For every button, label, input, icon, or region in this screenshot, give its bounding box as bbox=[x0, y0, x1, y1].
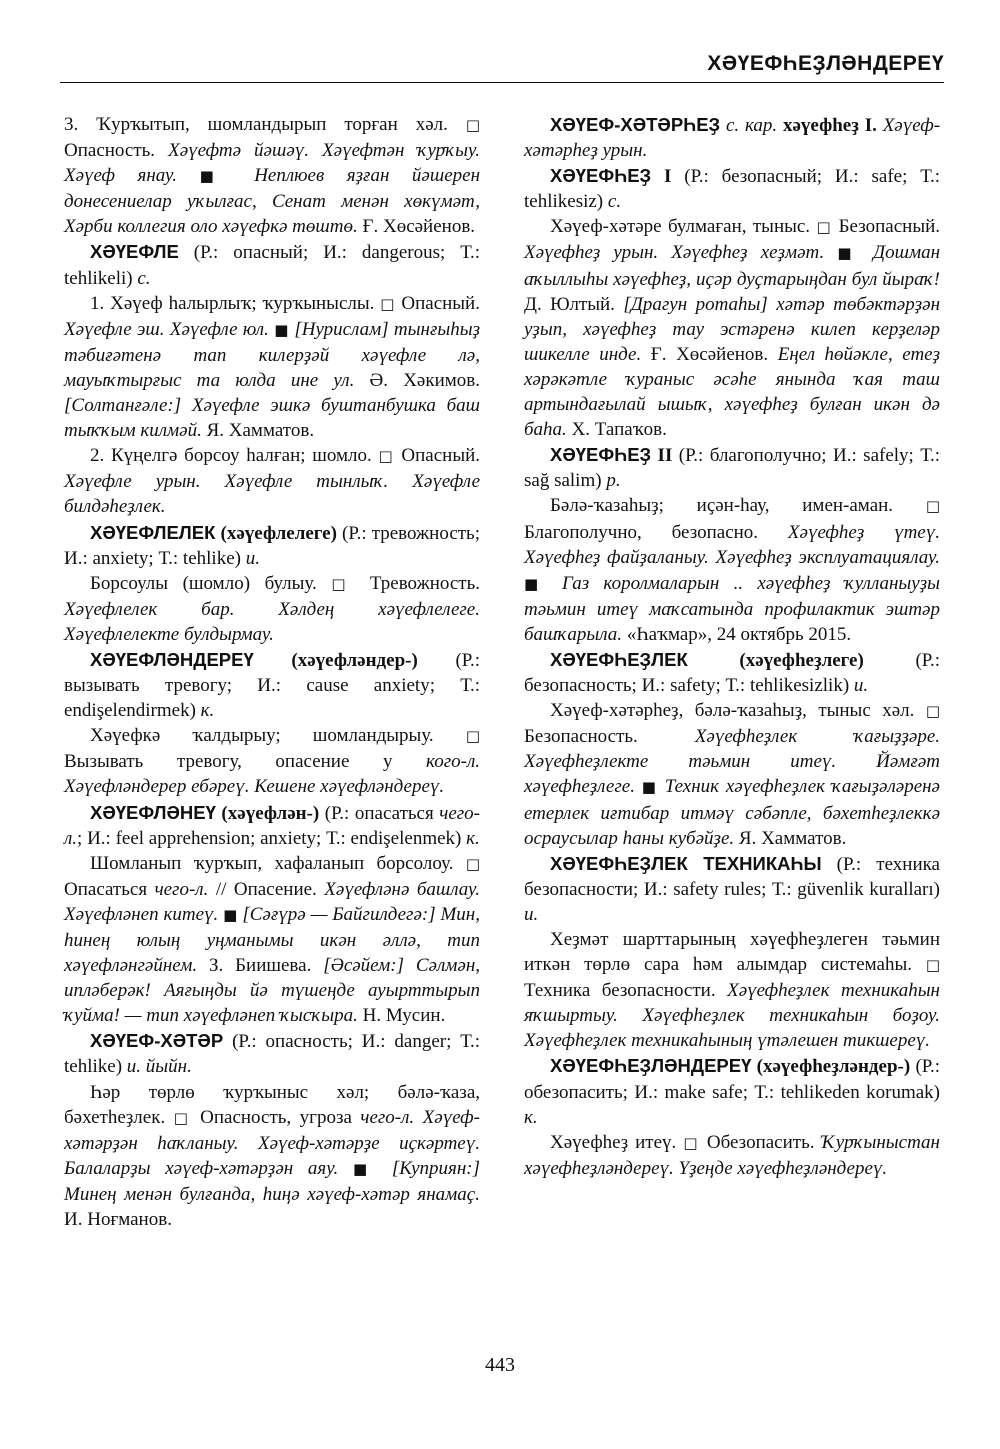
headword: ХӘҮЕФЛӘНДЕРЕҮ bbox=[90, 648, 254, 670]
text-run: Д. Юлтый. bbox=[524, 293, 624, 315]
text-run: 2. Күңелгә борсоу һалған; шомло. bbox=[90, 445, 379, 467]
italic-text: кого-л. bbox=[426, 751, 480, 773]
entry-paragraph bbox=[64, 851, 480, 1029]
example-marker-icon: ■ bbox=[634, 778, 665, 797]
text-run: Опасный. bbox=[394, 445, 481, 467]
text-run: Безопасный. bbox=[832, 216, 940, 238]
text-run: (Р.: тревожность; И.: anxiety; Т.: tehlike) bbox=[64, 522, 480, 569]
text-run: Хеҙмәт шарттарының хәүефһеҙлеген тәьмин иткән төрлө сара һәм алымдар системаһы. bbox=[524, 929, 940, 976]
headword: ХӘҮЕФҺЕҘЛӘНДЕРЕҮ bbox=[550, 1055, 752, 1077]
italic-text: Хәүефле эш. Хәүефле юл. bbox=[64, 318, 269, 340]
italic-text: к. bbox=[466, 827, 480, 849]
entry-paragraph bbox=[64, 800, 480, 851]
text-run: Опасный. bbox=[395, 292, 480, 314]
italic-text: Хәүефләндерер ебәреү. Кешене хәүефләндереү. bbox=[64, 776, 445, 798]
italic-text: и. йыйн. bbox=[126, 1056, 192, 1078]
text-run: (Р.: обезопасить; И.: make safe; Т.: tehlikeden korumak) bbox=[524, 1056, 940, 1103]
entry-paragraph bbox=[64, 239, 480, 290]
italic-text: Хәүефһеҙ урын. Хәүефһеҙ хеҙмәт. bbox=[524, 242, 825, 264]
translation-marker-icon: □ bbox=[465, 116, 480, 134]
italic-text: Хәүефләнә башлау. Хәүефләнеп китеү. bbox=[64, 878, 481, 925]
headword: ХӘҮЕФ-ХӘТӘР bbox=[90, 1030, 224, 1052]
text-run: (Р.: опасность; И.: danger; Т.: tehlike) bbox=[64, 1031, 480, 1078]
text-run: Хәүефһеҙ итеү. bbox=[550, 1131, 684, 1153]
entry-paragraph bbox=[524, 112, 940, 163]
page-number: 443 bbox=[485, 1354, 515, 1376]
entry-paragraph bbox=[524, 214, 940, 442]
example-marker-icon: ■ bbox=[824, 244, 874, 263]
italic-text: Ҡурҡыныстан хәүефһеҙләндереү. Үҙеңде хәүефһеҙләндереү. bbox=[524, 1131, 940, 1179]
running-title: ХӘҮЕФҺЕҘЛӘНДЕРЕҮ bbox=[707, 52, 944, 75]
translation-marker-icon: □ bbox=[378, 447, 395, 466]
bold-text: I bbox=[651, 166, 672, 188]
entry-paragraph bbox=[64, 112, 480, 239]
italic-text: [Драгун ротаһы] хәтәр төбәктәрҙән уҙып, хәүефһеҙ тау эстәренә килеп керҙеләр шикелле инде. bbox=[524, 293, 940, 365]
translation-marker-icon: □ bbox=[816, 218, 833, 237]
italic-text: Хәүефһеҙлек техникаһын яҡшыртыу. Хәүефһеҙлек техникаһын боҙоу. Хәүефһеҙлек техникаһының үтәлешен тикшереү. bbox=[524, 980, 940, 1052]
entry-paragraph bbox=[64, 1028, 480, 1079]
text-run: Хәүеф-хәтәрһеҙ, бәлә-ҡазаһыҙ, тыныс хәл. bbox=[550, 700, 926, 722]
text-run: (Р.: опасаться bbox=[319, 802, 440, 824]
entry-paragraph bbox=[64, 1080, 480, 1233]
text-run: Хәүеф-хәтәре булмаған, тыныс. bbox=[550, 216, 817, 238]
bold-text: (хәүефһеҙләндер-) bbox=[751, 1056, 911, 1078]
headword: ХӘҮЕФ-ХӘТӘРҺЕҘ bbox=[550, 114, 721, 135]
italic-text: Хәүефһеҙ үтеү. Хәүефһеҙ файҙаланыу. Хәүефһеҙ эксплуатациялау. bbox=[524, 521, 940, 568]
text-run: Безопасность. bbox=[524, 726, 695, 748]
italic-text: [Куприян:] Минең менән булғанда, һиңә хәүеф-хәтәр янамаҫ. bbox=[64, 1157, 480, 1205]
entry-paragraph bbox=[524, 927, 940, 1053]
text-run bbox=[414, 1107, 423, 1128]
text-run: Ғ. Хөсәйенов. bbox=[357, 216, 476, 238]
translation-marker-icon: □ bbox=[925, 702, 940, 721]
text-run: Обезопасить. bbox=[699, 1131, 822, 1153]
text-run: И. Ноғманов. bbox=[64, 1209, 172, 1231]
left-column bbox=[64, 112, 480, 1232]
headword: ХӘҮЕФЛЕ bbox=[90, 241, 179, 263]
translation-marker-icon: □ bbox=[465, 727, 480, 746]
entry-paragraph bbox=[64, 520, 480, 571]
bold-text: (хәүефһеҙлеге) bbox=[687, 649, 864, 671]
entry-paragraph bbox=[524, 163, 940, 214]
entry-paragraph bbox=[524, 493, 940, 647]
text-run: ; И.: feel apprehension; anxiety; Т.: endişelenmek) bbox=[77, 827, 467, 849]
entry-paragraph bbox=[524, 442, 940, 493]
entry-paragraph bbox=[64, 647, 480, 723]
italic-text: чего-л. bbox=[360, 1106, 415, 1128]
italic-text: Хәүефтә йәшәү. Хәүефтән ҡурҡыу. Хәүеф янау. bbox=[64, 140, 480, 187]
text-run: З. Биишева. bbox=[197, 955, 324, 977]
text-run: Тревожность. bbox=[355, 572, 480, 594]
italic-text: Еңел һөйәкле, етеҙ хәрәкәтле ҡураныс әсәһе янында ҡая таш артындағылай ышыҡ, хәүефһеҙ булған икән дә баһа. bbox=[524, 343, 941, 441]
bold-text: (хәүефлән-) bbox=[215, 802, 320, 824]
italic-text: Дошман аҡыллыһы хәүефһеҙ, иҫәр дуҫтарыңдан бул йыраҡ! bbox=[524, 242, 940, 290]
text-run: Шомланып ҡурҡып, хафаланып борсолоу. bbox=[90, 852, 466, 874]
italic-text: Хәүеф-хәтәрҙән һаҡланыу. Хәүеф-хәтәрҙе иҫкәртеү. Балаларҙы хәүеф-хәтәрҙән аяу. bbox=[64, 1106, 480, 1179]
text-run: (Р.: безопасный; И.: safe; Т.: tehlikesiz) bbox=[524, 166, 940, 213]
italic-text: [Әсәйем:] Сәлмән, ипләберәк! Аяғыңды йә түшеңде ауырттырып ҡуйма! — тип хәүефләнеп ҡысҡыра. bbox=[64, 955, 480, 1027]
running-header bbox=[60, 52, 944, 83]
italic-text: Хәүеф-хәтәрһеҙ урын. bbox=[524, 115, 941, 162]
translation-marker-icon: □ bbox=[173, 1108, 192, 1127]
text-run: Бәлә-ҡазаһыҙ; иҫән-һау, имен-аман. bbox=[550, 495, 926, 517]
italic-text: к. bbox=[200, 700, 215, 722]
headword: ХӘҮЕФЛЕЛЕК bbox=[90, 521, 216, 543]
example-marker-icon: ■ bbox=[338, 1159, 392, 1178]
italic-text: [Солтанғәле:] Хәүефле эшкә буштанбушка баш тыҡҡым килмәй. bbox=[64, 395, 480, 442]
text-run: Һәр төрлө ҡурҡыныс хәл; бәлә-ҡаза, бәхетһеҙлек. bbox=[64, 1081, 480, 1128]
entry-paragraph bbox=[64, 291, 480, 444]
italic-text: чего-л. bbox=[154, 878, 209, 900]
example-marker-icon: ■ bbox=[524, 574, 562, 593]
text-run: Ә. Хәкимов. bbox=[354, 369, 480, 391]
text-run: 3. Ҡурҡытып, шомландырып торған хәл. bbox=[64, 114, 466, 135]
italic-text: и. bbox=[853, 675, 869, 697]
text-run: (Р.: опасный; И.: dangerous; Т.: tehlikeli) bbox=[64, 242, 480, 289]
entry-paragraph bbox=[524, 1130, 940, 1181]
text-run: (Р.: безопасность; И.: safety; Т.: tehlikesizlik) bbox=[524, 649, 940, 697]
bold-text: хәүефһеҙ I. bbox=[783, 115, 877, 136]
headword: ХӘҮЕФҺЕҘ bbox=[550, 444, 652, 466]
bold-text: (хәүефлелеге) bbox=[215, 522, 337, 544]
text-run: Вызывать тревогу, опасение у bbox=[64, 751, 427, 773]
example-marker-icon: ■ bbox=[218, 905, 243, 924]
italic-text: с. кар. bbox=[725, 115, 778, 136]
italic-text: Неплюев яҙған йәшерен донесениелар уҡылғас, Сенат менән хөкүмәт, Хәрби коллегия оло хәүефкә төштө. bbox=[64, 165, 480, 238]
headword: ХӘҮЕФҺЕҘ bbox=[550, 165, 652, 187]
text-run: Я. Хамматов. bbox=[734, 827, 847, 849]
text-run: (Р.: вызывать тревогу; И.: cause anxiety; Т.: endişelendirmek) bbox=[64, 649, 480, 722]
italic-text: Хәүефлелек бар. Хәлдең хәүефлелеге. Хәүефлелекте булдырмау. bbox=[64, 598, 480, 645]
text-run: Ғ. Хөсәйенов. bbox=[641, 343, 778, 365]
italic-text: чего-л. bbox=[64, 802, 480, 849]
text-run: Опасность. bbox=[64, 140, 169, 162]
text-run: «Һаҡмар», 24 октябрь 2015. bbox=[622, 623, 852, 645]
text-run: Я. Хамматов. bbox=[201, 420, 315, 442]
entry-paragraph bbox=[524, 1053, 940, 1129]
bold-text: (хәүефләндер-) bbox=[253, 649, 418, 671]
italic-text: и. bbox=[245, 547, 260, 569]
italic-text: Хәүефһеҙлек ҡағыҙҙәре. Хәүефһеҙлекте тәьмин итеү. Йәмғәт хәүефһеҙлеге. bbox=[524, 726, 941, 798]
italic-text: с. bbox=[607, 191, 622, 213]
italic-text: Техник хәүефһеҙлек ҡағыҙәләренә етерлек иғтибар итмәү сәбәпле, бәхетһеҙлеккә осраусылар һаны кубәйҙе. bbox=[524, 776, 940, 849]
italic-text: Хәүефле урын. Хәүефле тынлыҡ. Хәүефле билдәһеҙлек. bbox=[64, 471, 480, 518]
italic-text: Газ королмаларын .. хәүефһеҙ ҡулланыуҙы тәьмин итеү маҡсатында профилактик эштәр башҡарыла. bbox=[524, 572, 940, 645]
translation-marker-icon: □ bbox=[925, 497, 940, 516]
italic-text: [Сәғүрә — Байгилдегә:] Мин, һинең юлың уңманымы икән әллә, тип хәүефләнгәйнем. bbox=[64, 903, 480, 977]
translation-marker-icon: □ bbox=[380, 294, 396, 313]
text-run: 1. Хәүеф һалырлыҡ; ҡурҡыныслы. bbox=[90, 292, 381, 314]
translation-marker-icon: □ bbox=[925, 956, 940, 975]
text-run: (Р.: благополучно; И.: safely; Т.: sağ salim) bbox=[524, 445, 940, 492]
headword: ХӘҮЕФҺЕҘЛЕК bbox=[550, 648, 688, 670]
headword: ХӘҮЕФЛӘНЕҮ bbox=[90, 801, 216, 823]
italic-text: с. bbox=[137, 267, 151, 289]
text-run: Хәүефкә ҡалдырыу; шомландырыу. bbox=[90, 725, 466, 747]
entry-paragraph bbox=[64, 443, 480, 519]
translation-marker-icon: □ bbox=[683, 1133, 700, 1152]
italic-text: к. bbox=[524, 1106, 538, 1128]
headword: ХӘҮЕФҺЕҘЛЕК ТЕХНИКАҺЫ bbox=[550, 852, 822, 874]
example-marker-icon: ■ bbox=[177, 167, 255, 186]
text-run: Опасность, угроза bbox=[191, 1106, 361, 1128]
text-run: Х. Тапаҡов. bbox=[566, 419, 667, 441]
italic-text: и. bbox=[524, 903, 539, 925]
text-run: Техника безопасности. bbox=[524, 980, 728, 1002]
italic-text: р. bbox=[606, 470, 621, 492]
entry-paragraph bbox=[64, 723, 480, 799]
text-run: // Опасение. bbox=[208, 878, 325, 900]
text-run: Опасаться bbox=[64, 878, 155, 900]
text-run: (Р.: техника безопасности; И.: safety rules; Т.: güvenlik kuralları) bbox=[524, 853, 940, 900]
bold-text: II bbox=[651, 445, 673, 467]
text-run: Н. Мусин. bbox=[357, 1005, 446, 1027]
italic-text: [Нурислам] тынғыһыҙ тәбиғәтенә тап килерҙәй хәүефле лә, мауыҡтырғыс та юлда ине ул. bbox=[64, 318, 481, 391]
entry-paragraph bbox=[524, 647, 940, 698]
example-marker-icon: ■ bbox=[268, 320, 295, 339]
translation-marker-icon: □ bbox=[331, 574, 356, 593]
entry-paragraph bbox=[524, 698, 940, 851]
translation-marker-icon: □ bbox=[465, 854, 480, 873]
text-run: Благополучно, безопасно. bbox=[524, 521, 788, 543]
right-column bbox=[524, 112, 940, 1181]
entry-paragraph bbox=[524, 851, 940, 927]
entry-paragraph bbox=[64, 571, 480, 647]
text-run: Борсоулы (шомло) булыу. bbox=[90, 572, 332, 594]
